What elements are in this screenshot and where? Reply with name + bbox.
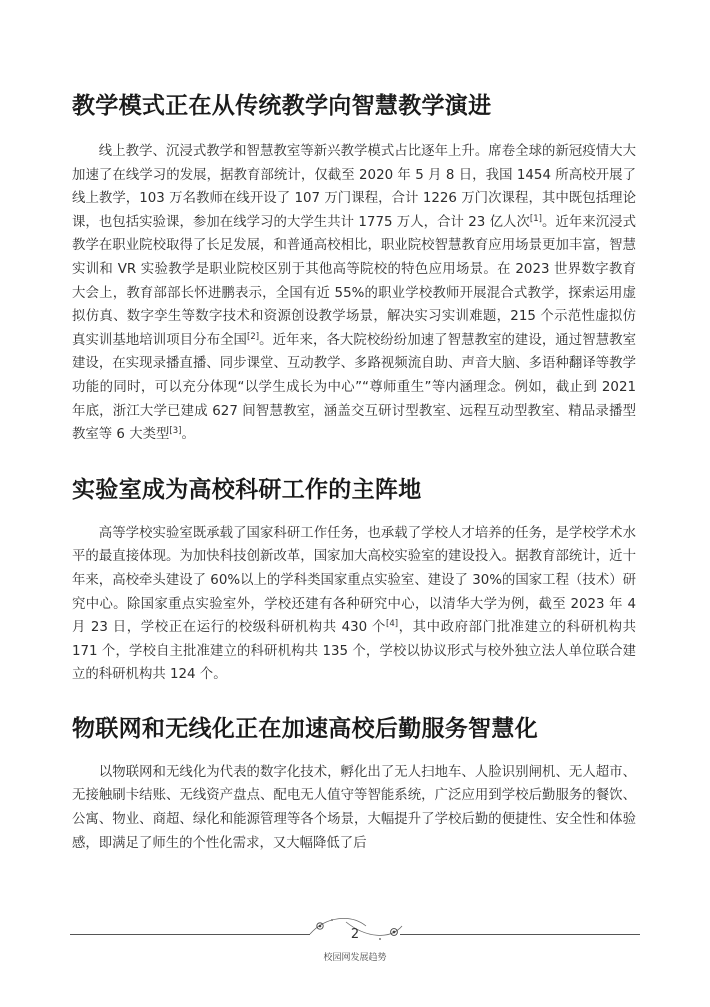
reference-marker-1[interactable]: [1]	[529, 213, 542, 224]
section-heading-laboratory: 实验室成为高校科研工作的主阵地	[72, 476, 422, 503]
paragraph-text: 。近年来，各大院校纷纷加速了智慧教室的建设，通过智慧教室建设，在实现录播直播、同步课堂、互动教学、多路视频流自助、声音大脑、多语种翻译等教学功能的同时，可以充分体现“以学生成长为中心”“尊师重生”等内涵理念。例如，截止到 2021 年底，浙江大学已建成 627 间智慧教室，涵盖交互研讨型教室、远程互动型教室、精品录播型教室等 6 大类型	[72, 332, 637, 443]
section-paragraph-iot-logistics: 以物联网和无线化为代表的数字化技术，孵化出了无人扫地车、人脸识别闸机、无人超市、无接触刷卡结账、无线资产盘点、配电无人值守等智能系统，广泛应用到学校后勤服务的餐饮、公寓、物业、商超、绿化和能源管理等各个场景，大幅提升了学校后勤的便捷性、安全性和体验感，即满足了师生的个性化需求，又大幅降低了后	[72, 764, 636, 851]
paragraph-text: 高等学校实验室既承载了国家科研工作任务，也承载了学校人才培养的任务，是学校学术水平的最直接体现。为加快科技创新改革，国家加大高校实验室的建设投入。据教育部统计，近十年来，高校牵头建设了 60%以上的学科类国家重点实验室、建设了 30%的国家工程（技术）研究中心。除国家重点实验室外，学校还建有各种研究中心，以清华大学为例，截至 2023 年 4 月 23 日，学校正在运行的校级科研机构共 430 个	[72, 525, 636, 636]
page-content	[72, 90, 636, 855]
reference-marker-4[interactable]: [4]	[386, 619, 399, 630]
section-heading-iot-logistics: 物联网和无线化正在加速高校后勤服务智慧化	[72, 715, 538, 742]
page-footer	[70, 910, 640, 980]
section-paragraph-laboratory	[72, 522, 636, 687]
paragraph-text: 。近年来沉浸式教学在职业院校取得了长足发展，和普通高校相比，职业院校智慧教育应用场景更加丰富，智慧实训和 VR 实验教学是职业院校区别于其他高等院校的特色应用场景。在 2023 世界数字教育大会上，教育部部长怀进鹏表示，全国有近 55%的职业学校教师开展混合式教学，探索运用虚拟仿真、数字孪生等数字技术和资源创设教学场景，解决实习实训难题，215 个示范性虚拟仿真实训基地培训项目分布全国	[72, 214, 636, 348]
reference-marker-3[interactable]: [3]	[169, 426, 182, 437]
footer-caption: 校园网发展趋势	[323, 953, 387, 963]
paragraph-text: ，其中政府部门批准建立的科研机构共 171 个，学校自主批准建立的科研机构共 135 个，学校以协议形式与校外独立法人单位联合建立的科研机构共 124 个。	[72, 620, 636, 683]
page-number: 2	[350, 927, 360, 942]
paragraph-text: 。	[181, 427, 195, 443]
reference-marker-2[interactable]: [2]	[247, 331, 260, 342]
section-heading-smart-teaching: 教学模式正在从传统教学向智慧教学演进	[72, 93, 492, 119]
paragraph-text: 线上教学、沉浸式教学和智慧教室等新兴教学模式占比逐年上升。席卷全球的新冠疫情大大加速了在线学习的发展，据教育部统计，仅截至 2020 年 5 月 8 日，我国 1454 所高校开展了线上教学，103 万名教师在线开设了 107 万门课程，合计 1226 万门次课程，其中既包括理论课，也包括实验课，参加在线学习的大学生共计 1775 万人，合计 23 亿人次	[72, 144, 636, 230]
section-paragraph-smart-teaching	[72, 140, 636, 447]
